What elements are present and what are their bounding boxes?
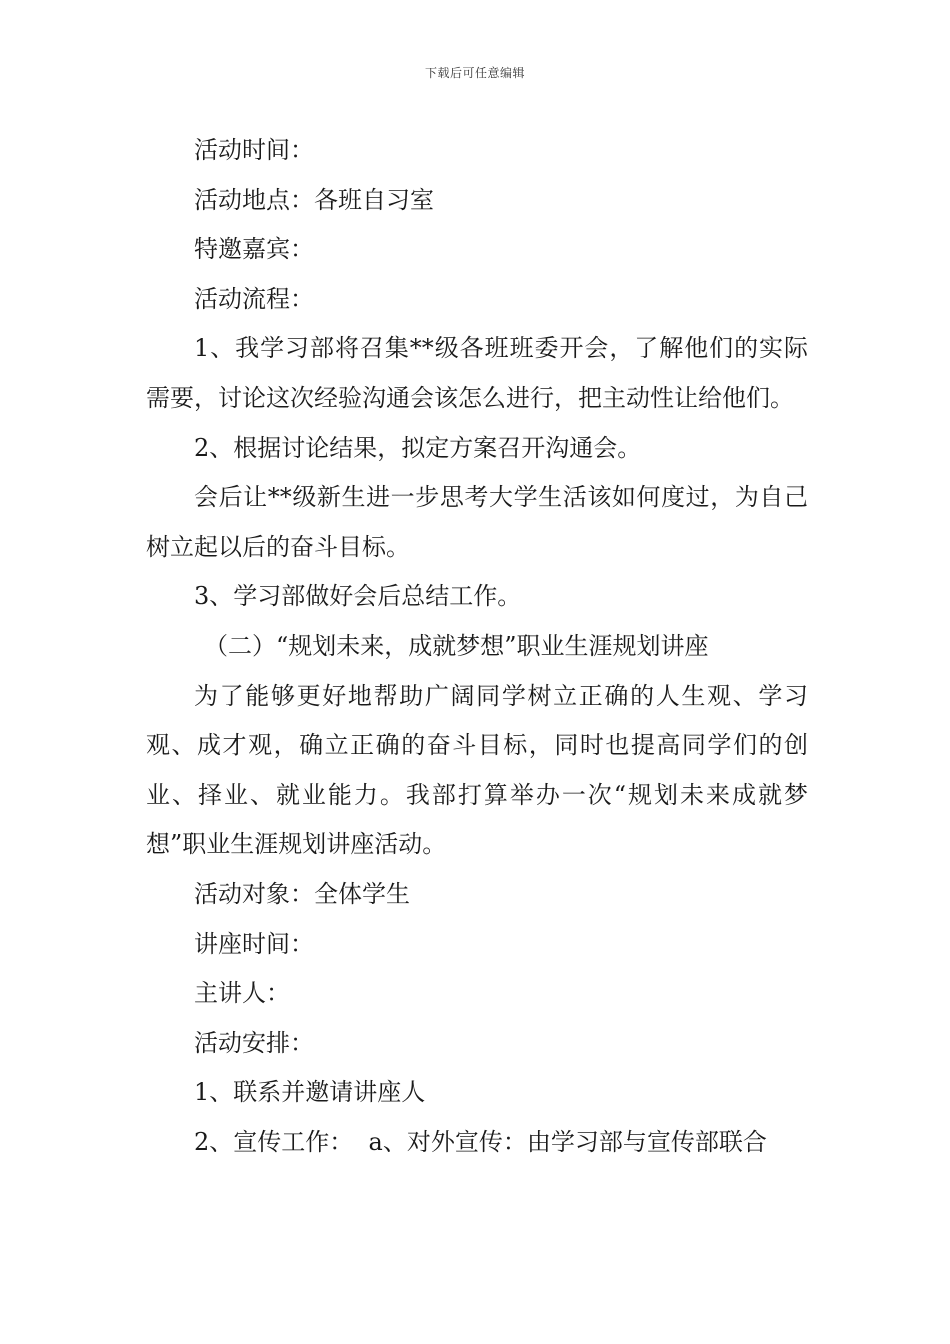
page-header: 下载后可任意编辑 xyxy=(424,66,525,80)
paragraph-process-step-3: 3、学习部做好会后总结工作。 xyxy=(194,582,522,611)
paragraph-after-meeting: 会后让**级新生进一步思考大学生活该如何度过，为自己树立起以后的奋斗目标。 xyxy=(146,483,808,561)
paragraph-activity-process: 活动流程： xyxy=(194,284,314,313)
paragraph-activity-location: 活动地点：各班自习室 xyxy=(194,185,434,214)
document-body xyxy=(146,126,808,1167)
paragraph-activity-time: 活动时间： xyxy=(194,136,314,164)
section-heading-career-lecture: （二）“规划未来，成就梦想”职业生涯规划讲座 xyxy=(204,631,709,660)
paragraph-arrangement-step-1: 1、联系并邀请讲座人 xyxy=(194,1078,426,1107)
paragraph-process-step-2: 2、根据讨论结果，拟定方案召开沟通会。 xyxy=(194,433,642,462)
paragraph-lecture-purpose: 为了能够更好地帮助广阔同学树立正确的人生观、学习观、成才观，确立正确的奋斗目标，同时也提高同学们的创业、择业、就业能力。我部打算举办一次“规划未来成就梦想”职业生涯规划讲座活动。 xyxy=(146,681,808,859)
paragraph-process-step-1: 1、我学习部将召集**级各班班委开会，了解他们的实际需要，讨论这次经验沟通会该怎么进行，把主动性让给他们。 xyxy=(146,334,808,412)
paragraph-lecture-time: 讲座时间： xyxy=(194,929,314,958)
paragraph-special-guest: 特邀嘉宾： xyxy=(194,235,314,264)
paragraph-activity-target: 活动对象：全体学生 xyxy=(194,879,410,908)
paragraph-arrangement-step-2: 2、宣传工作： a、对外宣传：由学习部与宣传部联合 xyxy=(194,1127,767,1156)
paragraph-activity-arrangement: 活动安排： xyxy=(194,1028,314,1057)
paragraph-speaker: 主讲人： xyxy=(194,979,290,1008)
